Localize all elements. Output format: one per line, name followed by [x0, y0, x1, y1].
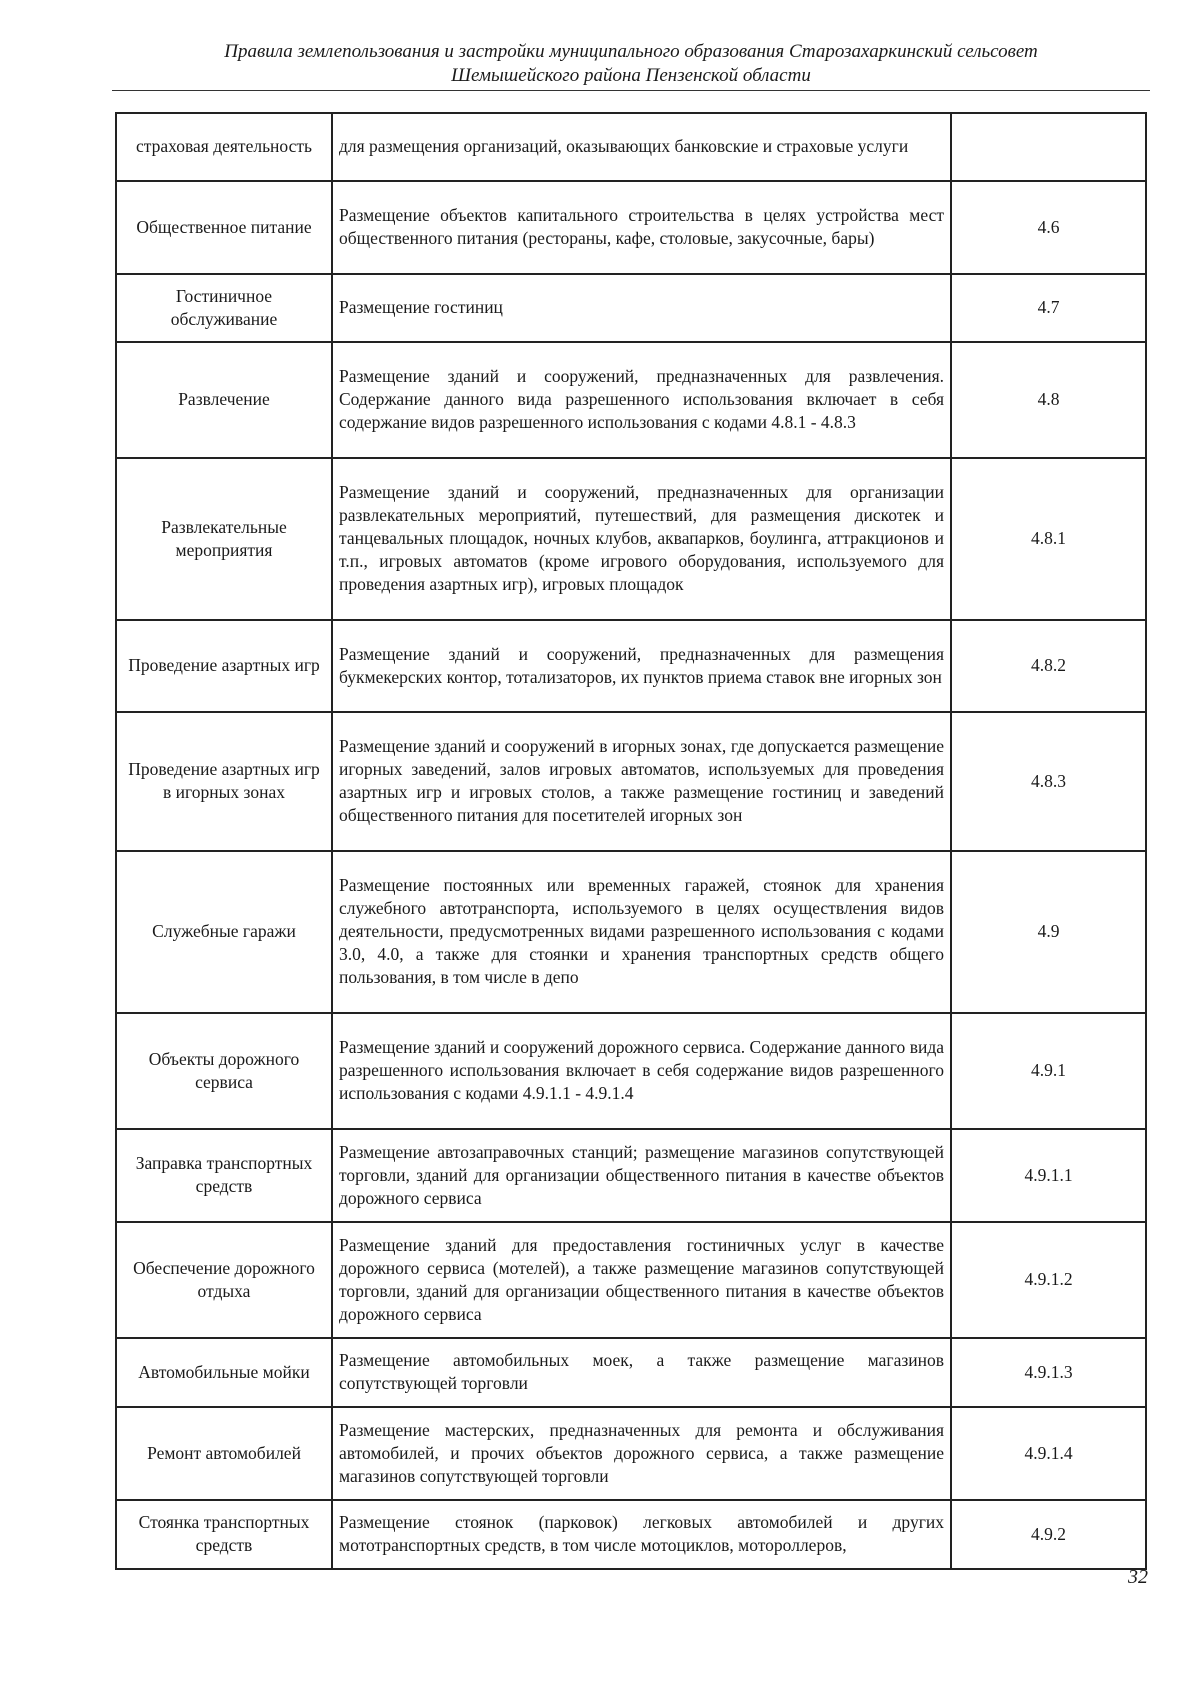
table-row [116, 1500, 1146, 1569]
table-row [116, 113, 1146, 181]
use-type-code: 4.7 [951, 274, 1146, 342]
use-type-name: Обеспечение дорожного отдыха [116, 1222, 332, 1338]
use-type-description: для размещения организаций, оказывающих банковские и страховые услуги [332, 113, 951, 181]
use-type-code: 4.9.1.3 [951, 1338, 1146, 1407]
table-row [116, 1013, 1146, 1129]
use-type-description: Размещение постоянных или временных гаражей, стоянок для хранения служебного автотранспорта, используемого в целях осуществления видов деятельности, предусмотренных видами разрешенного использования с кодами 3.0, 4.0, а также для стоянки и хранения транспортных средств общего пользования, в том числе в депо [332, 851, 951, 1013]
use-type-name: Развлечение [116, 342, 332, 458]
header-line-1: Правила землепользования и застройки муниципального образования Старозахаркинский сельсовет [224, 41, 1038, 62]
use-type-name: Ремонт автомобилей [116, 1407, 332, 1500]
use-type-name: Развлекательные мероприятия [116, 458, 332, 620]
land-use-table [115, 112, 1147, 1570]
use-type-description: Размещение объектов капитального строительства в целях устройства мест общественного питания (рестораны, кафе, столовые, закусочные, бары) [332, 181, 951, 274]
table-row [116, 458, 1146, 620]
use-type-name: Служебные гаражи [116, 851, 332, 1013]
table-body [116, 113, 1146, 1569]
use-type-name: Объекты дорожного сервиса [116, 1013, 332, 1129]
use-type-code: 4.8.3 [951, 712, 1146, 851]
table-row [116, 1407, 1146, 1500]
use-type-code: 4.8.2 [951, 620, 1146, 712]
table-row [116, 274, 1146, 342]
use-type-name: Общественное питание [116, 181, 332, 274]
table-row [116, 1222, 1146, 1338]
use-type-code: 4.9.2 [951, 1500, 1146, 1569]
use-type-code: 4.9 [951, 851, 1146, 1013]
use-type-name: Гостиничное обслуживание [116, 274, 332, 342]
use-type-description: Размещение автомобильных моек, а также размещение магазинов сопутствующей торговли [332, 1338, 951, 1407]
table-row [116, 620, 1146, 712]
use-type-description: Размещение автозаправочных станций; размещение магазинов сопутствующей торговли, зданий для организации общественного питания в качестве объектов дорожного сервиса [332, 1129, 951, 1222]
use-type-code: 4.9.1.2 [951, 1222, 1146, 1338]
table-row [116, 851, 1146, 1013]
use-type-description: Размещение гостиниц [332, 274, 951, 342]
use-type-description: Размещение зданий и сооружений, предназначенных для развлечения. Содержание данного вида разрешенного использования включает в себя содержание видов разрешенного использования с кодами 4.8.1 - 4.8.3 [332, 342, 951, 458]
header-line-2: Шемышейского района Пензенской области [451, 65, 811, 86]
table-row [116, 1338, 1146, 1407]
table-row [116, 1129, 1146, 1222]
use-type-description: Размещение зданий и сооружений, предназначенных для размещения букмекерских контор, тотализаторов, их пунктов приема ставок вне игорных зон [332, 620, 951, 712]
use-type-name: Заправка транспортных средств [116, 1129, 332, 1222]
table-row [116, 181, 1146, 274]
use-type-description: Размещение зданий и сооружений дорожного сервиса. Содержание данного вида разрешенного использования включает в себя содержание видов разрешенного использования с кодами 4.9.1.1 - 4.9.1.4 [332, 1013, 951, 1129]
use-type-name: Проведение азартных игр [116, 620, 332, 712]
use-type-name: Проведение азартных игр в игорных зонах [116, 712, 332, 851]
use-type-name: Автомобильные мойки [116, 1338, 332, 1407]
use-type-code: 4.9.1.4 [951, 1407, 1146, 1500]
table-row [116, 712, 1146, 851]
use-type-code [951, 113, 1146, 181]
use-type-description: Размещение зданий и сооружений, предназначенных для организации развлекательных мероприятий, путешествий, для размещения дискотек и танцевальных площадок, ночных клубов, аквапарков, боулинга, аттракционов и т.п., игровых автоматов (кроме игрового оборудования, используемого для проведения азартных игр), игровых площадок [332, 458, 951, 620]
use-type-code: 4.9.1 [951, 1013, 1146, 1129]
use-type-code: 4.8 [951, 342, 1146, 458]
use-type-code: 4.6 [951, 181, 1146, 274]
table-row [116, 342, 1146, 458]
use-type-code: 4.9.1.1 [951, 1129, 1146, 1222]
header-divider [112, 90, 1150, 91]
use-type-description: Размещение стоянок (парковок) легковых автомобилей и других мототранспортных средств, в том числе мотоциклов, мотороллеров, [332, 1500, 951, 1569]
page-number: 32 [1128, 1566, 1148, 1588]
use-type-description: Размещение мастерских, предназначенных для ремонта и обслуживания автомобилей, и прочих объектов дорожного сервиса, а также размещение магазинов сопутствующей торговли [332, 1407, 951, 1500]
use-type-description: Размещение зданий и сооружений в игорных зонах, где допускается размещение игорных заведений, залов игровых автоматов, используемых для проведения азартных игр и игровых столов, а также размещение гостиниц и заведений общественного питания для посетителей игорных зон [332, 712, 951, 851]
page-header [112, 40, 1150, 88]
use-type-code: 4.8.1 [951, 458, 1146, 620]
use-type-name: Стоянка транспортных средств [116, 1500, 332, 1569]
use-type-name: страховая деятельность [116, 113, 332, 181]
use-type-description: Размещение зданий для предоставления гостиничных услуг в качестве дорожного сервиса (мотелей), а также размещение магазинов сопутствующей торговли, зданий для организации общественного питания в качестве объектов дорожного сервиса [332, 1222, 951, 1338]
